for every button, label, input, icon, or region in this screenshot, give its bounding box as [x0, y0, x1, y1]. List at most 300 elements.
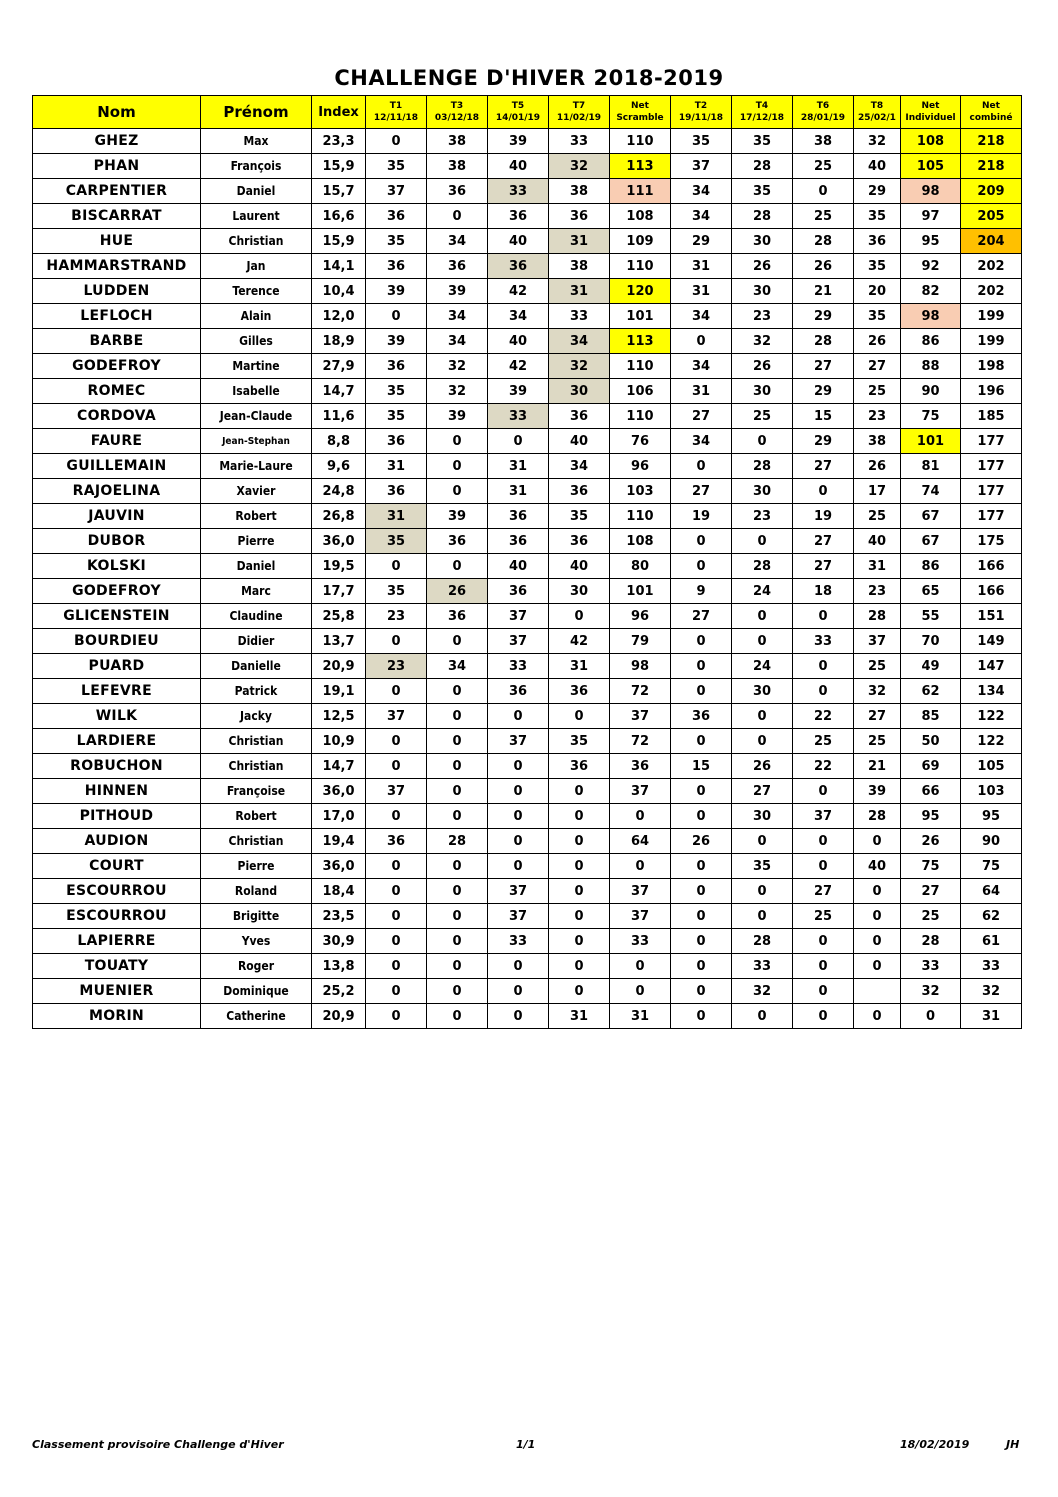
cell-score: 37 — [793, 804, 854, 829]
cell-score: 37 — [488, 904, 549, 929]
cell-score: 0 — [671, 854, 732, 879]
cell-score: 39 — [854, 779, 901, 804]
cell-score: 35 — [854, 204, 901, 229]
header-col-2 — [488, 96, 549, 129]
cell-score: 25 — [793, 154, 854, 179]
cell-score: 67 — [901, 529, 961, 554]
cell-index: 11,6 — [312, 404, 366, 429]
cell-score: 98 — [901, 179, 961, 204]
cell-score: 30 — [732, 279, 793, 304]
cell-nom: LEFLOCH — [33, 304, 201, 329]
cell-score: 0 — [793, 854, 854, 879]
cell-score: 34 — [671, 354, 732, 379]
table-row — [33, 529, 1022, 554]
cell-prenom: Jacky — [201, 704, 312, 729]
cell-score: 35 — [732, 129, 793, 154]
cell-nom: GUILLEMAIN — [33, 454, 201, 479]
header-col-label: T4 — [755, 101, 769, 111]
table-row — [33, 404, 1022, 429]
cell-score: 31 — [549, 229, 610, 254]
cell-prenom: Martine — [201, 354, 312, 379]
cell-nom: GODEFROY — [33, 579, 201, 604]
cell-score: 50 — [901, 729, 961, 754]
cell-score: 95 — [961, 804, 1022, 829]
header-nom: Nom — [33, 96, 201, 129]
ranking-table — [32, 95, 1022, 1029]
cell-score: 69 — [901, 754, 961, 779]
cell-score: 37 — [671, 154, 732, 179]
cell-score: 26 — [671, 829, 732, 854]
cell-score: 37 — [610, 704, 671, 729]
cell-score: 26 — [854, 454, 901, 479]
cell-score: 34 — [671, 429, 732, 454]
cell-score: 0 — [366, 979, 427, 1004]
cell-score: 40 — [854, 854, 901, 879]
cell-index: 10,4 — [312, 279, 366, 304]
cell-score: 9 — [671, 579, 732, 604]
cell-score: 0 — [366, 754, 427, 779]
cell-score: 61 — [961, 929, 1022, 954]
cell-score: 29 — [854, 179, 901, 204]
cell-score: 36 — [549, 679, 610, 704]
cell-index: 18,4 — [312, 879, 366, 904]
cell-score: 34 — [427, 304, 488, 329]
table-row — [33, 229, 1022, 254]
cell-score: 26 — [732, 754, 793, 779]
cell-score: 202 — [961, 254, 1022, 279]
table-row — [33, 654, 1022, 679]
cell-score: 42 — [488, 279, 549, 304]
cell-nom: CORDOVA — [33, 404, 201, 429]
cell-nom: JAUVIN — [33, 504, 201, 529]
cell-prenom: Pierre — [201, 529, 312, 554]
cell-score: 175 — [961, 529, 1022, 554]
cell-score: 96 — [610, 454, 671, 479]
cell-score: 37 — [854, 629, 901, 654]
cell-score: 0 — [427, 804, 488, 829]
cell-nom: MUENIER — [33, 979, 201, 1004]
cell-score: 0 — [549, 604, 610, 629]
cell-score: 28 — [854, 804, 901, 829]
cell-score: 38 — [427, 154, 488, 179]
cell-score: 27 — [793, 354, 854, 379]
cell-score: 36 — [488, 579, 549, 604]
cell-score: 26 — [793, 254, 854, 279]
cell-score: 0 — [427, 954, 488, 979]
cell-score: 31 — [671, 279, 732, 304]
cell-score: 28 — [854, 604, 901, 629]
table-row — [33, 429, 1022, 454]
cell-index: 36,0 — [312, 529, 366, 554]
cell-score: 0 — [671, 629, 732, 654]
cell-score: 218 — [961, 154, 1022, 179]
cell-score: 27 — [793, 879, 854, 904]
cell-score: 30 — [549, 379, 610, 404]
cell-score: 28 — [732, 554, 793, 579]
footer-caption: Classement provisoire Challenge d'Hiver — [32, 1438, 284, 1451]
header-col-6 — [732, 96, 793, 129]
cell-score: 38 — [549, 179, 610, 204]
cell-score: 0 — [488, 779, 549, 804]
cell-score: 30 — [549, 579, 610, 604]
cell-score: 27 — [671, 404, 732, 429]
cell-score: 49 — [901, 654, 961, 679]
cell-score: 32 — [732, 979, 793, 1004]
cell-index: 36,0 — [312, 779, 366, 804]
cell-score: 0 — [793, 679, 854, 704]
cell-score: 33 — [549, 129, 610, 154]
cell-score: 38 — [854, 429, 901, 454]
cell-prenom: Jan — [201, 254, 312, 279]
cell-score: 0 — [549, 779, 610, 804]
cell-score: 120 — [610, 279, 671, 304]
cell-score: 0 — [366, 879, 427, 904]
cell-score: 37 — [488, 629, 549, 654]
cell-score: 32 — [961, 979, 1022, 1004]
cell-index: 36,0 — [312, 854, 366, 879]
cell-nom: ROBUCHON — [33, 754, 201, 779]
cell-score: 35 — [366, 229, 427, 254]
cell-prenom: Yves — [201, 929, 312, 954]
header-col-4 — [610, 96, 671, 129]
cell-score: 0 — [366, 1004, 427, 1029]
cell-score: 95 — [901, 804, 961, 829]
cell-score: 26 — [427, 579, 488, 604]
cell-score: 27 — [793, 454, 854, 479]
cell-score: 0 — [366, 304, 427, 329]
cell-score: 26 — [901, 829, 961, 854]
cell-score: 0 — [549, 829, 610, 854]
cell-score: 30 — [732, 379, 793, 404]
cell-score: 28 — [732, 204, 793, 229]
cell-index: 27,9 — [312, 354, 366, 379]
cell-score: 35 — [366, 579, 427, 604]
cell-score: 27 — [854, 354, 901, 379]
cell-score: 0 — [427, 779, 488, 804]
cell-score: 95 — [901, 229, 961, 254]
cell-score: 40 — [488, 154, 549, 179]
cell-score: 31 — [488, 479, 549, 504]
table-row — [33, 704, 1022, 729]
cell-score: 0 — [732, 879, 793, 904]
cell-score: 37 — [488, 729, 549, 754]
cell-nom: LARDIERE — [33, 729, 201, 754]
cell-score: 64 — [961, 879, 1022, 904]
cell-index: 30,9 — [312, 929, 366, 954]
cell-score: 25 — [732, 404, 793, 429]
cell-score: 105 — [901, 154, 961, 179]
cell-score: 0 — [854, 904, 901, 929]
cell-score: 110 — [610, 404, 671, 429]
cell-score: 33 — [793, 629, 854, 654]
cell-score: 86 — [901, 554, 961, 579]
cell-nom: CARPENTIER — [33, 179, 201, 204]
cell-score: 85 — [901, 704, 961, 729]
table-row — [33, 979, 1022, 1004]
cell-score: 92 — [901, 254, 961, 279]
cell-score: 101 — [610, 304, 671, 329]
cell-score: 39 — [427, 404, 488, 429]
cell-score: 0 — [427, 904, 488, 929]
cell-score: 32 — [854, 129, 901, 154]
cell-score: 21 — [793, 279, 854, 304]
table-row — [33, 204, 1022, 229]
cell-score: 177 — [961, 429, 1022, 454]
cell-score: 33 — [610, 929, 671, 954]
cell-score: 103 — [961, 779, 1022, 804]
header-col-label: T3 — [450, 101, 464, 111]
cell-index: 16,6 — [312, 204, 366, 229]
cell-index: 20,9 — [312, 654, 366, 679]
table-row — [33, 479, 1022, 504]
cell-score: 0 — [732, 529, 793, 554]
cell-score: 0 — [671, 654, 732, 679]
cell-nom: LAPIERRE — [33, 929, 201, 954]
cell-score: 35 — [854, 254, 901, 279]
cell-score: 33 — [732, 954, 793, 979]
cell-score: 75 — [961, 854, 1022, 879]
cell-score: 0 — [427, 554, 488, 579]
cell-score: 113 — [610, 154, 671, 179]
cell-score: 34 — [671, 179, 732, 204]
cell-score: 23 — [854, 404, 901, 429]
cell-score: 36 — [488, 254, 549, 279]
cell-score: 36 — [488, 529, 549, 554]
header-col-sublabel: Scramble — [616, 113, 664, 123]
cell-index: 20,9 — [312, 1004, 366, 1029]
cell-score: 28 — [901, 929, 961, 954]
cell-score: 23 — [732, 304, 793, 329]
cell-score: 66 — [901, 779, 961, 804]
cell-prenom: François — [201, 154, 312, 179]
cell-score: 0 — [793, 779, 854, 804]
cell-score: 0 — [427, 729, 488, 754]
cell-score: 35 — [366, 404, 427, 429]
cell-score: 72 — [610, 729, 671, 754]
cell-nom: GODEFROY — [33, 354, 201, 379]
cell-nom: LUDDEN — [33, 279, 201, 304]
table-row — [33, 154, 1022, 179]
cell-score: 42 — [488, 354, 549, 379]
cell-score: 110 — [610, 504, 671, 529]
cell-score: 199 — [961, 304, 1022, 329]
cell-score: 36 — [854, 229, 901, 254]
cell-score: 40 — [854, 154, 901, 179]
cell-score: 0 — [366, 629, 427, 654]
cell-score: 80 — [610, 554, 671, 579]
table-row — [33, 179, 1022, 204]
cell-nom: ESCOURROU — [33, 904, 201, 929]
cell-index: 14,7 — [312, 379, 366, 404]
cell-score: 37 — [488, 604, 549, 629]
cell-score: 27 — [901, 879, 961, 904]
cell-score: 0 — [427, 629, 488, 654]
header-col-sublabel: 25/02/1 — [858, 113, 896, 123]
cell-score: 22 — [793, 754, 854, 779]
cell-score: 177 — [961, 504, 1022, 529]
cell-score: 209 — [961, 179, 1022, 204]
cell-score: 36 — [610, 754, 671, 779]
cell-score: 37 — [610, 779, 671, 804]
cell-nom: DUBOR — [33, 529, 201, 554]
cell-score: 28 — [732, 454, 793, 479]
cell-score: 90 — [901, 379, 961, 404]
header-col-label: T6 — [816, 101, 830, 111]
cell-score: 35 — [732, 854, 793, 879]
cell-score: 0 — [427, 754, 488, 779]
header-col-label: Net — [631, 101, 649, 111]
cell-score: 0 — [854, 929, 901, 954]
cell-nom: ROMEC — [33, 379, 201, 404]
cell-index: 10,9 — [312, 729, 366, 754]
cell-score: 0 — [671, 454, 732, 479]
cell-score: 111 — [610, 179, 671, 204]
cell-score: 0 — [427, 929, 488, 954]
cell-score: 122 — [961, 704, 1022, 729]
cell-prenom: Danielle — [201, 654, 312, 679]
cell-score: 32 — [854, 679, 901, 704]
cell-score: 36 — [549, 529, 610, 554]
cell-score: 32 — [549, 354, 610, 379]
cell-score: 166 — [961, 554, 1022, 579]
document-title: CHALLENGE D'HIVER 2018-2019 — [334, 66, 724, 90]
cell-nom: PHAN — [33, 154, 201, 179]
header-col-1 — [427, 96, 488, 129]
cell-score: 39 — [366, 279, 427, 304]
header-col-3 — [549, 96, 610, 129]
cell-score: 31 — [549, 654, 610, 679]
footer-page-number: 1/1 — [516, 1438, 536, 1451]
cell-score: 39 — [427, 279, 488, 304]
cell-score: 0 — [671, 554, 732, 579]
cell-index: 25,8 — [312, 604, 366, 629]
table-header-row — [33, 96, 1022, 129]
cell-prenom: Dominique — [201, 979, 312, 1004]
cell-score: 38 — [427, 129, 488, 154]
cell-score: 101 — [901, 429, 961, 454]
cell-prenom: Gilles — [201, 329, 312, 354]
cell-score: 15 — [671, 754, 732, 779]
cell-prenom: Brigitte — [201, 904, 312, 929]
cell-index: 24,8 — [312, 479, 366, 504]
cell-score: 0 — [854, 954, 901, 979]
cell-score: 0 — [671, 979, 732, 1004]
table-row — [33, 304, 1022, 329]
cell-prenom: Catherine — [201, 1004, 312, 1029]
cell-score: 24 — [732, 579, 793, 604]
cell-score: 0 — [427, 679, 488, 704]
cell-nom: COURT — [33, 854, 201, 879]
cell-score: 0 — [549, 929, 610, 954]
cell-score: 31 — [366, 454, 427, 479]
cell-score: 0 — [793, 954, 854, 979]
cell-score: 19 — [793, 504, 854, 529]
cell-nom: PUARD — [33, 654, 201, 679]
cell-score: 0 — [732, 829, 793, 854]
cell-score: 0 — [549, 854, 610, 879]
cell-score: 166 — [961, 579, 1022, 604]
cell-score: 0 — [427, 979, 488, 1004]
cell-score: 108 — [610, 204, 671, 229]
header-col-7 — [793, 96, 854, 129]
cell-score: 122 — [961, 729, 1022, 754]
header-col-sublabel: 12/11/18 — [373, 113, 419, 123]
cell-index: 23,3 — [312, 129, 366, 154]
header-col-sublabel: 11/02/19 — [556, 113, 602, 123]
cell-score: 36 — [549, 404, 610, 429]
cell-prenom: Roger — [201, 954, 312, 979]
cell-score: 35 — [366, 154, 427, 179]
cell-score: 97 — [901, 204, 961, 229]
cell-score: 82 — [901, 279, 961, 304]
cell-score: 0 — [671, 804, 732, 829]
cell-score: 0 — [366, 679, 427, 704]
cell-score: 72 — [610, 679, 671, 704]
cell-score: 34 — [671, 304, 732, 329]
cell-score: 39 — [427, 504, 488, 529]
cell-score: 0 — [854, 879, 901, 904]
cell-score: 177 — [961, 454, 1022, 479]
cell-score: 37 — [610, 879, 671, 904]
cell-score: 0 — [671, 1004, 732, 1029]
table-row — [33, 829, 1022, 854]
cell-score: 42 — [549, 629, 610, 654]
cell-score: 34 — [549, 454, 610, 479]
table-row — [33, 1004, 1022, 1029]
cell-score: 105 — [961, 754, 1022, 779]
header-col-sublabel: combiné — [969, 113, 1013, 123]
cell-score: 32 — [427, 379, 488, 404]
cell-score: 31 — [854, 554, 901, 579]
cell-score: 204 — [961, 229, 1022, 254]
cell-score: 36 — [488, 504, 549, 529]
cell-score: 205 — [961, 204, 1022, 229]
cell-score: 33 — [961, 954, 1022, 979]
cell-score: 24 — [732, 654, 793, 679]
cell-score: 67 — [901, 504, 961, 529]
cell-score: 98 — [610, 654, 671, 679]
cell-index: 19,1 — [312, 679, 366, 704]
header-col-9 — [901, 96, 961, 129]
cell-score: 25 — [854, 379, 901, 404]
cell-score: 101 — [610, 579, 671, 604]
cell-score: 33 — [488, 654, 549, 679]
cell-score: 40 — [488, 329, 549, 354]
cell-score: 110 — [610, 129, 671, 154]
cell-score: 0 — [671, 954, 732, 979]
cell-score: 27 — [854, 704, 901, 729]
cell-score: 96 — [610, 604, 671, 629]
cell-score: 40 — [854, 529, 901, 554]
cell-score: 15 — [793, 404, 854, 429]
cell-score: 36 — [366, 204, 427, 229]
cell-nom: BISCARRAT — [33, 204, 201, 229]
header-col-8 — [854, 96, 901, 129]
cell-score: 196 — [961, 379, 1022, 404]
table-row — [33, 554, 1022, 579]
cell-score: 33 — [488, 929, 549, 954]
cell-score: 98 — [901, 304, 961, 329]
cell-prenom: Claudine — [201, 604, 312, 629]
cell-score: 0 — [610, 804, 671, 829]
footer-date: 18/02/2019 — [900, 1438, 970, 1451]
cell-prenom: Jean-Claude — [201, 404, 312, 429]
cell-score: 0 — [671, 679, 732, 704]
header-col-sublabel: 03/12/18 — [434, 113, 480, 123]
header-col-label: T5 — [511, 101, 525, 111]
cell-prenom: Daniel — [201, 179, 312, 204]
cell-score: 25 — [793, 729, 854, 754]
